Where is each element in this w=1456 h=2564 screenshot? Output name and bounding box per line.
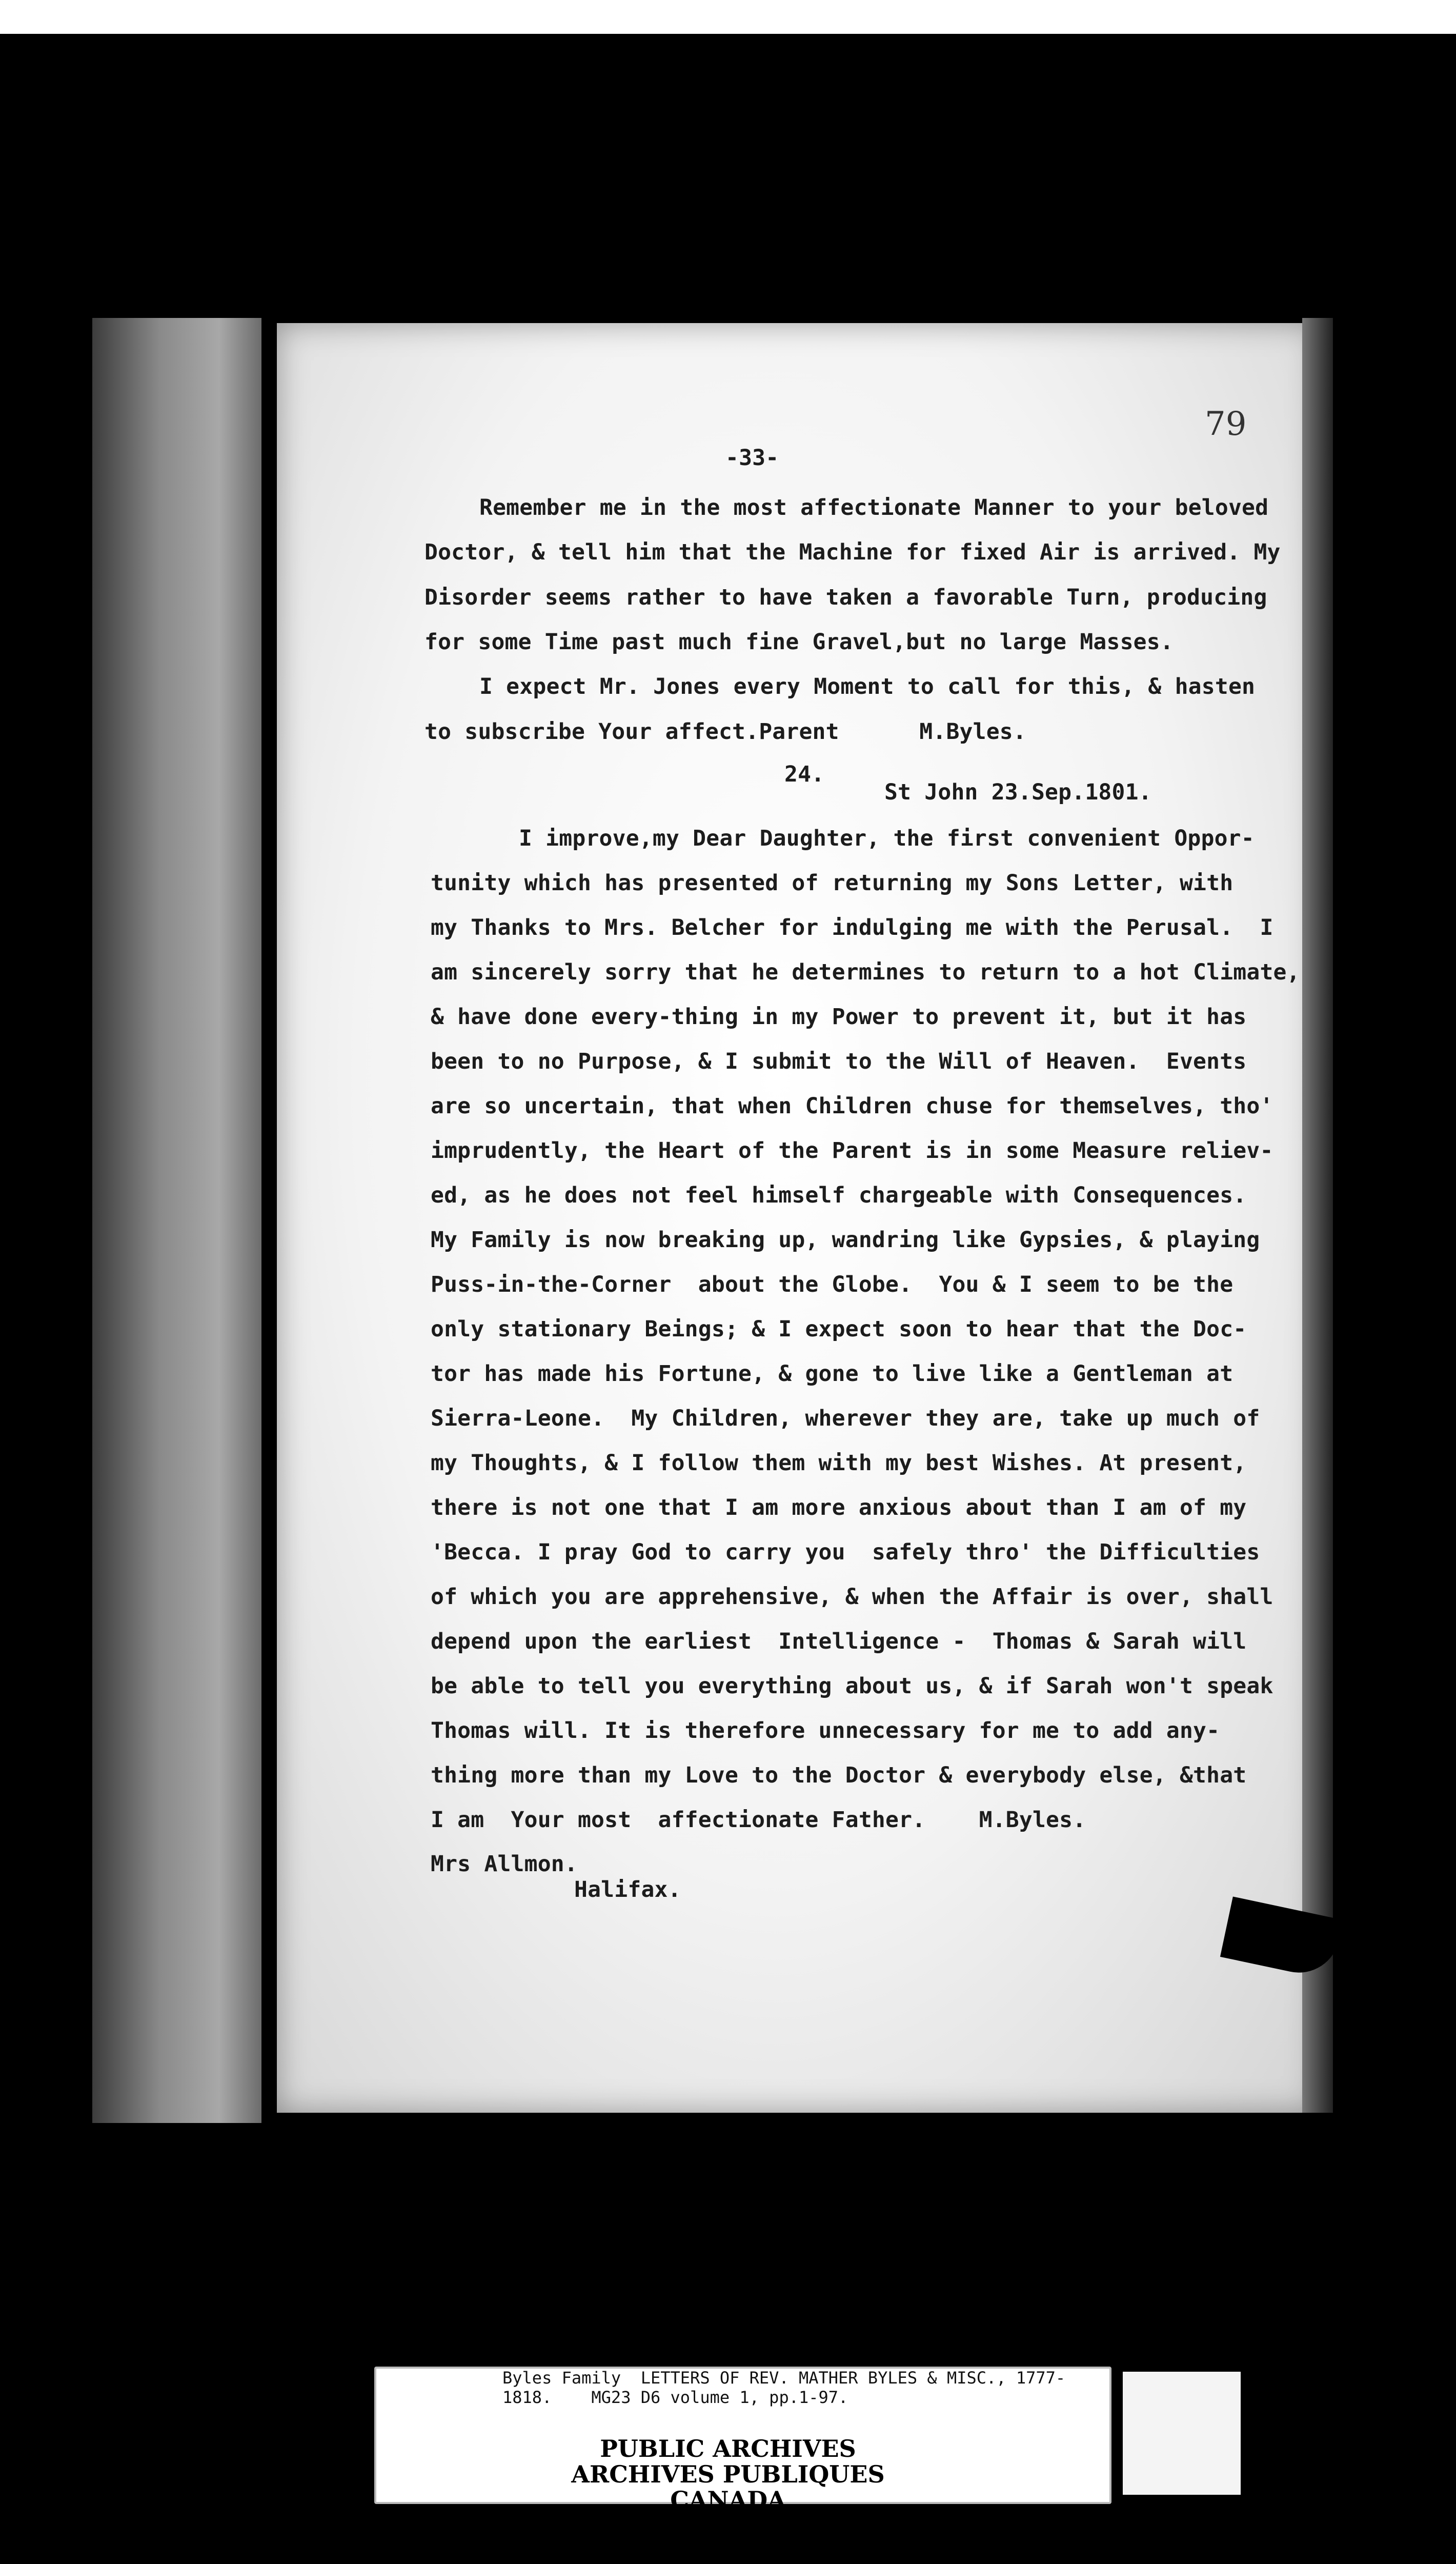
letter-line: I expect Mr. Jones every Moment to call for this, & hasten <box>479 674 1256 699</box>
archive-citation-line: 1818. MG23 D6 volume 1, pp.1-97. <box>502 2388 848 2407</box>
letter-line: of which you are apprehensive, & when the Affair is over, shall <box>431 1584 1273 1610</box>
letter-line: My Family is now breaking up, wandring like Gypsies, & playing <box>431 1227 1260 1253</box>
letter-line: & have done every-thing in my Power to prevent it, but it has <box>431 1004 1247 1030</box>
archive-stamp-line: ARCHIVES PUBLIQUES <box>571 2460 885 2488</box>
letter-line: 'Becca. I pray God to carry you safely thro' the Difficulties <box>431 1539 1260 1565</box>
letter-number: 24. <box>784 762 825 787</box>
page-marker: -33- <box>725 445 779 471</box>
letter-line: there is not one that I am more anxious about than I am of my <box>431 1495 1247 1520</box>
letter-signoff: I am Your most affectionate Father. M.Byles. <box>431 1807 1086 1833</box>
film-top-strip <box>0 0 1456 34</box>
archive-stamp-line: PUBLIC ARCHIVES <box>600 2435 856 2462</box>
letter-line: Puss-in-the-Corner about the Globe. You & I seem to be the <box>431 1272 1233 1297</box>
letter-line: depend upon the earliest Intelligence - Thomas & Sarah will <box>431 1629 1247 1654</box>
letter-line: are so uncertain, that when Children chuse for themselves, tho' <box>431 1093 1273 1119</box>
archive-stamp-line: CANADA <box>670 2486 786 2514</box>
page-edge-shadow <box>1302 318 1333 2113</box>
letter-line: for some Time past much fine Gravel,but no large Masses. <box>424 629 1174 655</box>
letter-line: my Thanks to Mrs. Belcher for indulging me with the Perusal. I <box>431 915 1273 940</box>
letter-line: Sierra-Leone. My Children, wherever they are, take up much of <box>431 1406 1260 1431</box>
archive-citation-line: Byles Family LETTERS OF REV. MATHER BYLES & MISC., 1777- <box>502 2368 1066 2388</box>
letter-line: Remember me in the most affectionate Manner to your beloved <box>479 495 1269 520</box>
letter-line: am sincerely sorry that he determines to return to a hot Climate, <box>431 959 1300 985</box>
letter-line: my Thoughts, & I follow them with my best Wishes. At present, <box>431 1450 1247 1476</box>
letter-dateline: St John 23.Sep.1801. <box>884 779 1152 805</box>
folio-number: 79 <box>1205 405 1247 443</box>
letter-line: tor has made his Fortune, & gone to live like a Gentleman at <box>431 1361 1233 1387</box>
letter-line: Disorder seems rather to have taken a favorable Turn, producing <box>424 585 1267 610</box>
letter-line: Doctor, & tell him that the Machine for fixed Air is arrived. My <box>424 539 1281 565</box>
recipient-place: Halifax. <box>574 1877 681 1902</box>
letter-line: thing more than my Love to the Doctor & everybody else, &that <box>431 1762 1247 1788</box>
letter-line: ed, as he does not feel himself chargeable with Consequences. <box>431 1183 1247 1208</box>
recipient-name: Mrs Allmon. <box>431 1851 578 1877</box>
letter-line: be able to tell you everything about us, & if Sarah won't speak <box>431 1673 1273 1699</box>
facing-page-edge <box>92 318 261 2123</box>
letter-line: been to no Purpose, & I submit to the Will of Heaven. Events <box>431 1049 1247 1074</box>
letter-line: only stationary Beings; & I expect soon to hear that the Doc- <box>431 1316 1247 1342</box>
letter-line: imprudently, the Heart of the Parent is in some Measure reliev- <box>431 1138 1273 1164</box>
letter-closing: to subscribe Your affect.Parent M.Byles. <box>424 719 1026 745</box>
letter-line: tunity which has presented of returning my Sons Letter, with <box>431 870 1233 896</box>
letter-line: Thomas will. It is therefore unnecessary for me to add any- <box>431 1718 1220 1744</box>
letter-line: I improve,my Dear Daughter, the first convenient Oppor- <box>519 826 1255 851</box>
